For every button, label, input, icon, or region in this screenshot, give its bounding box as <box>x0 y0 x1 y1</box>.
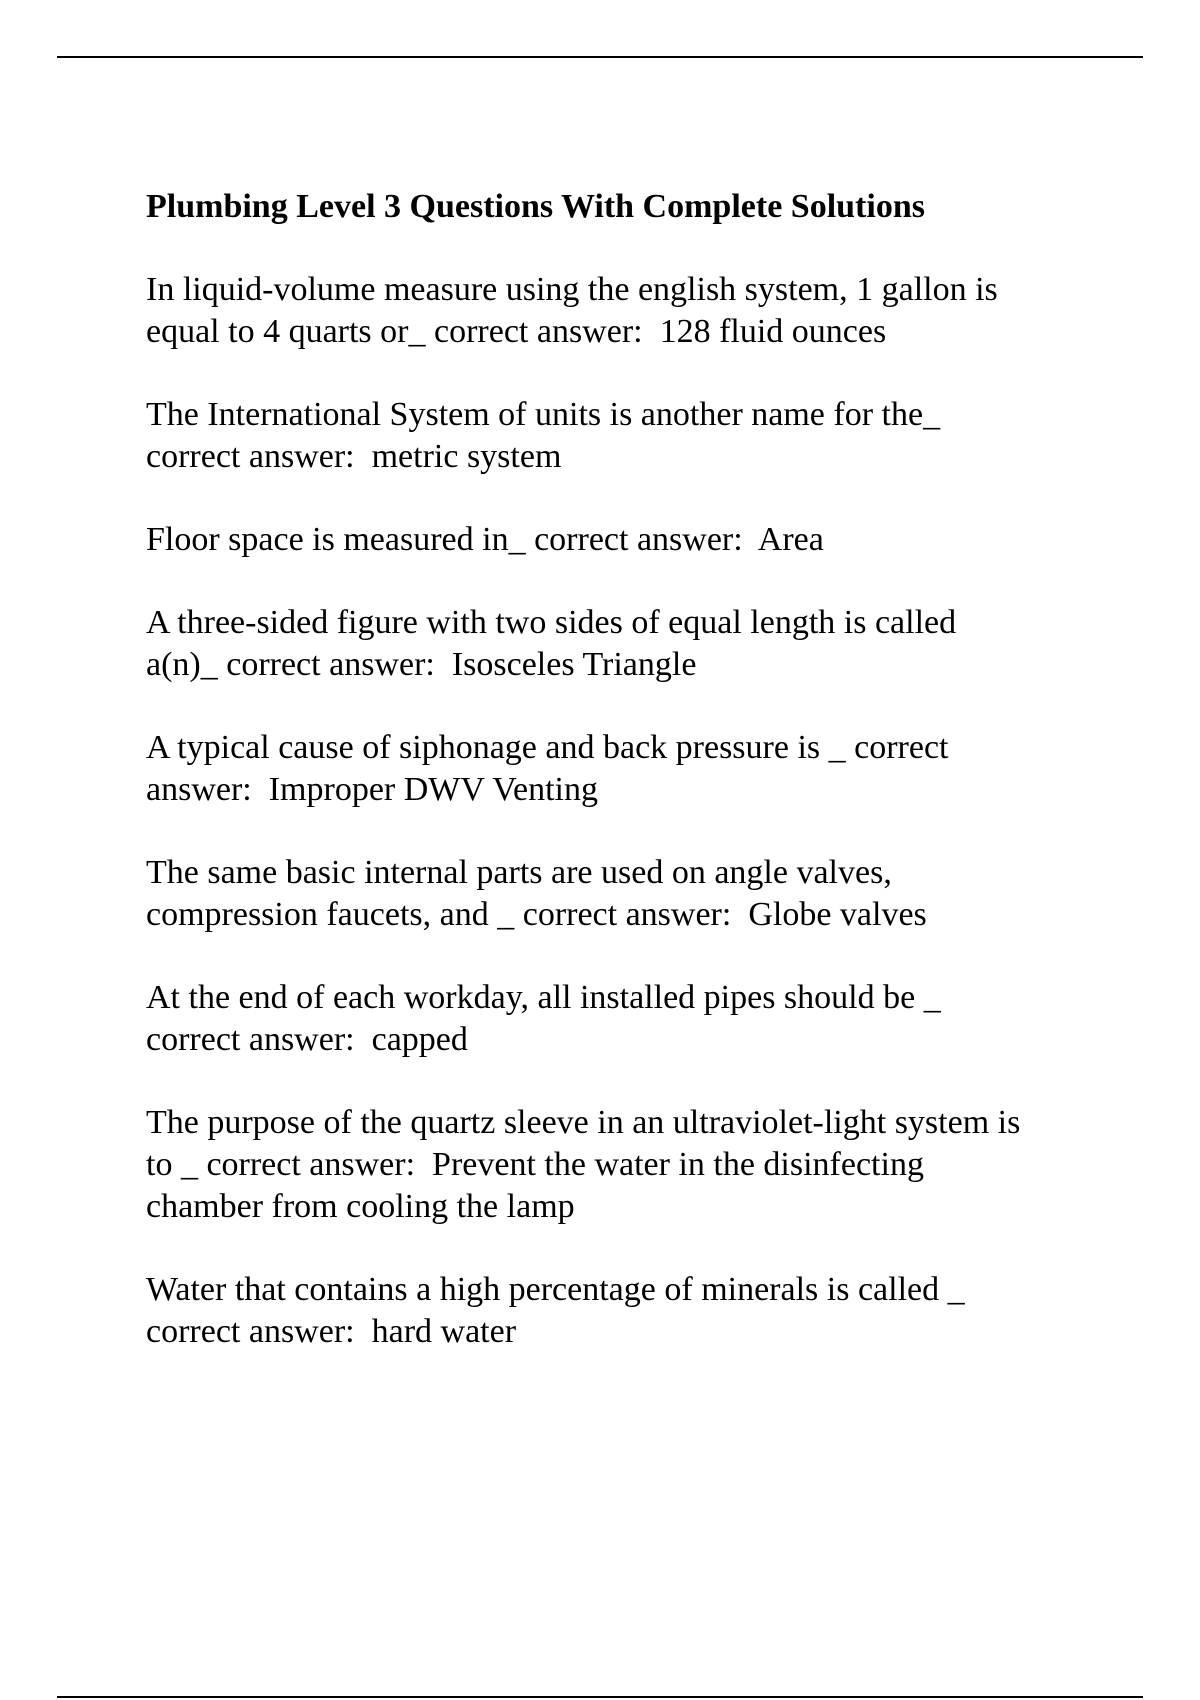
qa-item: The same basic internal parts are used on angle valves, compression faucets, and _ correct answer: Globe valves <box>146 854 927 933</box>
qa-item: In liquid-volume measure using the english system, 1 gallon is equal to 4 quarts or_ correct answer: 128 fluid ounces <box>146 271 998 350</box>
document-title: Plumbing Level 3 Questions With Complete Solutions <box>146 188 925 225</box>
bottom-rule <box>57 1696 1143 1698</box>
qa-item: Floor space is measured in_ correct answer: Area <box>146 521 824 558</box>
qa-item: A three-sided figure with two sides of equal length is called a(n)_ correct answer: Isosceles Triangle <box>146 604 957 683</box>
qa-item: A typical cause of siphonage and back pressure is _ correct answer: Improper DWV Venting <box>146 729 949 808</box>
document-body <box>146 186 1086 1394</box>
qa-item: Water that contains a high percentage of minerals is called _ correct answer: hard water <box>146 1271 965 1350</box>
qa-item: The International System of units is another name for the_ correct answer: metric system <box>146 396 941 475</box>
qa-item: At the end of each workday, all installed pipes should be _ correct answer: capped <box>146 979 941 1058</box>
qa-item: The purpose of the quartz sleeve in an ultraviolet-light system is to _ correct answer: Prevent the water in the disinfecting chamber from cooling the lamp <box>146 1104 1021 1225</box>
top-rule <box>57 56 1143 58</box>
